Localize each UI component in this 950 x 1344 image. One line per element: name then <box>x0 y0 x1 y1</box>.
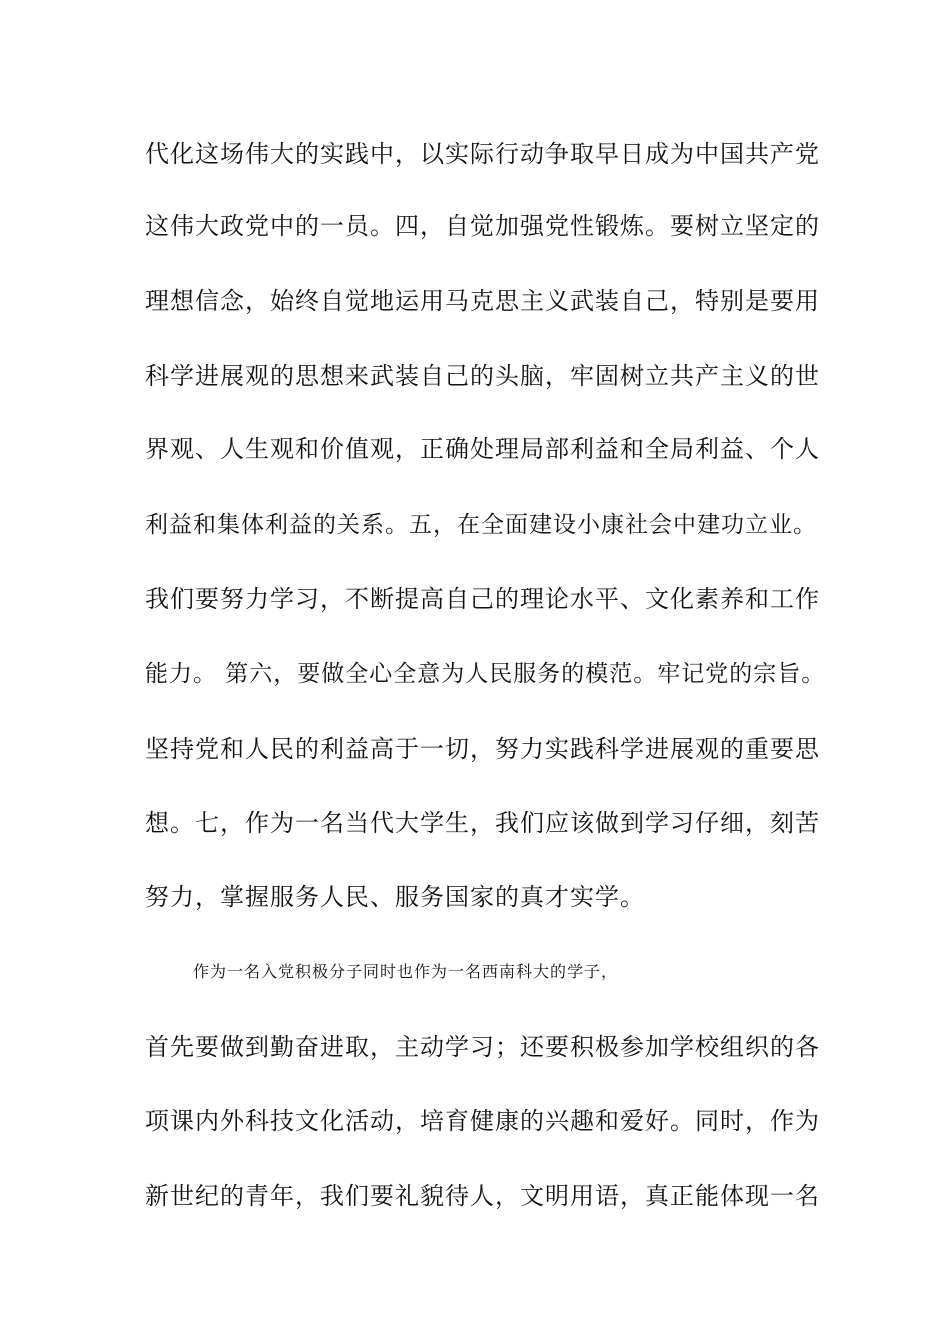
text-line: 项课内外科技文化活动，培育健康的兴趣和爱好。同时，作为 <box>145 1107 820 1135</box>
text-line: 利益和集体利益的关系。五，在全面建设小康社会中建功立业。 <box>145 512 817 538</box>
text-line: 这伟大政党中的一员。四，自觉加强党性锻炼。要树立坚定的 <box>145 212 820 240</box>
paragraph-first-line: 作为一名入党积极分子同时也作为一名西南科大的学子， <box>193 962 619 981</box>
text-line: 新世纪的青年，我们要礼貌待人，文明用语，真正能体现一名 <box>145 1182 820 1210</box>
text-line: 代化这场伟大的实践中，以实际行动争取早日成为中国共产党 <box>145 140 820 168</box>
text-line: 科学进展观的思想来武装自己的头脑，牢固树立共产主义的世 <box>145 362 820 390</box>
text-line: 坚持党和人民的利益高于一切，努力实践科学进展观的重要思 <box>145 735 820 763</box>
text-line: 理想信念，始终自觉地运用马克思主义武装自己，特别是要用 <box>145 287 820 315</box>
text-line: 界观、人生观和价值观，正确处理局部利益和全局利益、个人 <box>145 435 820 463</box>
text-line: 想。七，作为一名当代大学生，我们应该做到学习仔细，刻苦 <box>145 809 820 837</box>
text-line: 能力。 第六，要做全心全意为人民服务的模范。牢记党的宗旨。 <box>145 661 826 687</box>
text-line: 首先要做到勤奋进取，主动学习；还要积极参加学校组织的各 <box>145 1033 820 1061</box>
text-line: 努力，掌握服务人民、服务国家的真才实学。 <box>145 883 645 911</box>
text-line: 我们要努力学习，不断提高自己的理论水平、文化素养和工作 <box>145 585 820 613</box>
